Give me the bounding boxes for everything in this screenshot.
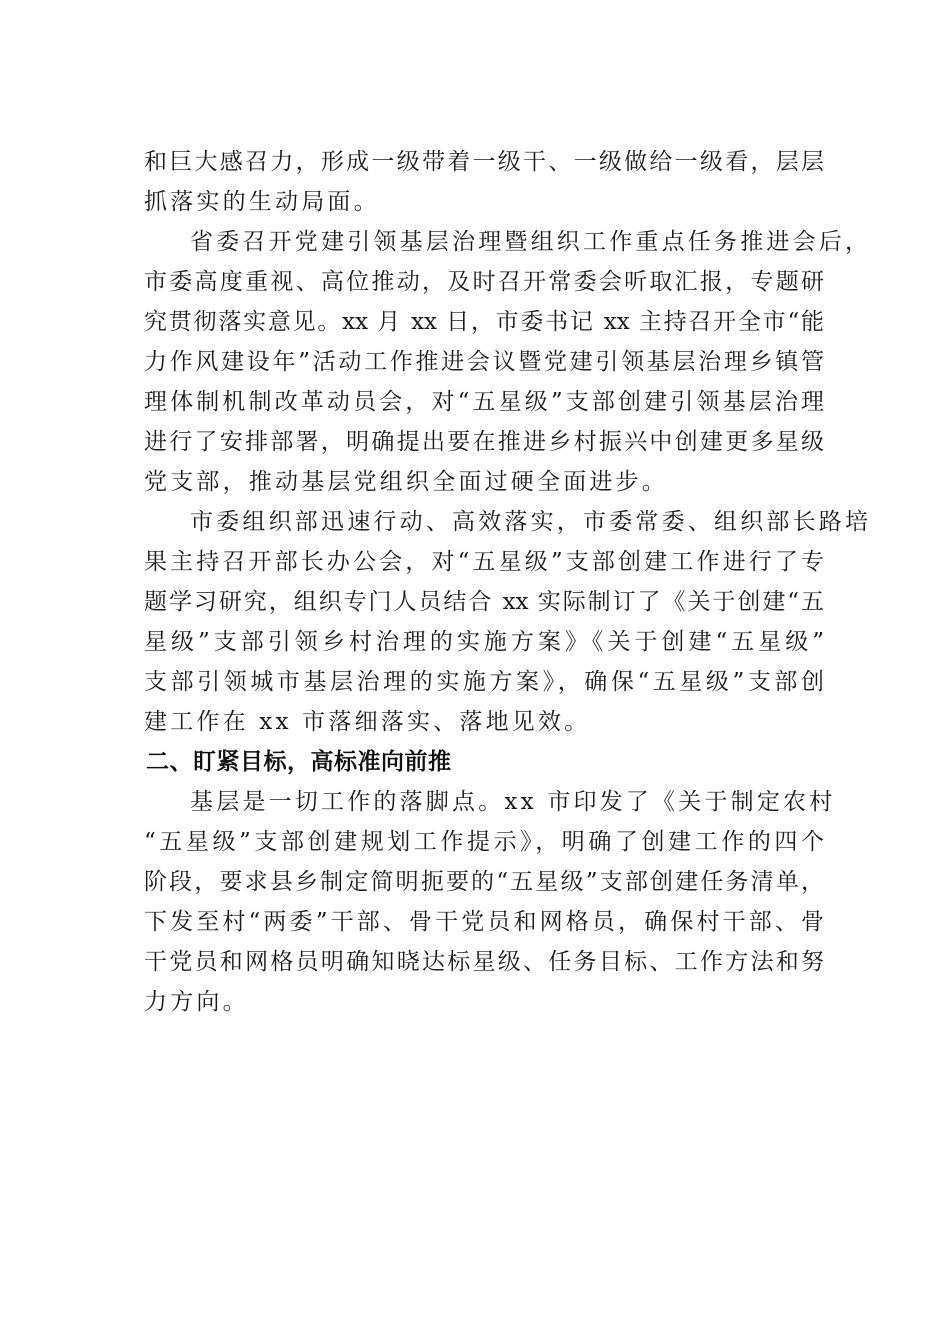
- text-line: 基层是一切工作的落脚点。xx 市印发了《关于制定农村: [190, 789, 836, 815]
- text-line: “五星级”支部创建规划工作提示》，明确了创建工作的四个: [144, 829, 824, 855]
- text-line: 究贯彻落实意见。xx 月 xx 日，市委书记 xx 主持召开全市“能: [144, 309, 824, 335]
- text-line: 抓落实的生动局面。: [144, 189, 380, 215]
- paragraph-1: [144, 142, 824, 222]
- document-page: [144, 142, 872, 1022]
- text-line: 下发至村“两委”干部、骨干党员和网格员，确保村干部、骨: [144, 909, 824, 935]
- text-line: 力方向。: [144, 989, 249, 1015]
- text-line: 阶段，要求县乡制定简明扼要的“五星级”支部创建任务清单，: [144, 869, 824, 895]
- text-line: 支部引领城市基层治理的实施方案》，确保“五星级”支部创: [144, 669, 824, 695]
- text-line: 和巨大感召力，形成一级带着一级干、一级做给一级看，层层: [144, 149, 824, 175]
- text-line: 市委组织部迅速行动、高效落实，市委常委、组织部长路培: [190, 509, 872, 535]
- paragraph-4: [144, 782, 836, 1022]
- text-line: 党支部，推动基层党组织全面过硬全面进步。: [144, 469, 668, 495]
- text-line: 力作风建设年”活动工作推进会议暨党建引领基层治理乡镇管: [144, 349, 824, 375]
- text-line: 省委召开党建引领基层治理暨组织工作重点任务推进会后，: [190, 229, 872, 255]
- text-line: 建工作在 xx 市落细落实、落地见效。: [144, 709, 591, 735]
- section-heading: [144, 742, 824, 782]
- text-line: 题学习研究，组织专门人员结合 xx 实际制订了《关于创建“五: [144, 589, 824, 615]
- paragraph-2: [144, 222, 872, 502]
- text-line: 理体制机制改革动员会，对“五星级”支部创建引领基层治理: [144, 389, 824, 415]
- text-line: 干党员和网格员明确知晓达标星级、任务目标、工作方法和努: [144, 949, 824, 975]
- text-line: 果主持召开部长办公会，对“五星级”支部创建工作进行了专: [144, 549, 824, 575]
- text-line: 市委高度重视、高位推动，及时召开常委会听取汇报，专题研: [144, 269, 824, 295]
- text-line: 星级”支部引领乡村治理的实施方案》《关于创建“五星级”: [144, 629, 824, 655]
- heading-text: 二、盯紧目标，高标准向前推: [146, 749, 452, 775]
- text-line: 进行了安排部署，明确提出要在推进乡村振兴中创建更多星级: [144, 429, 824, 455]
- paragraph-3: [144, 502, 872, 742]
